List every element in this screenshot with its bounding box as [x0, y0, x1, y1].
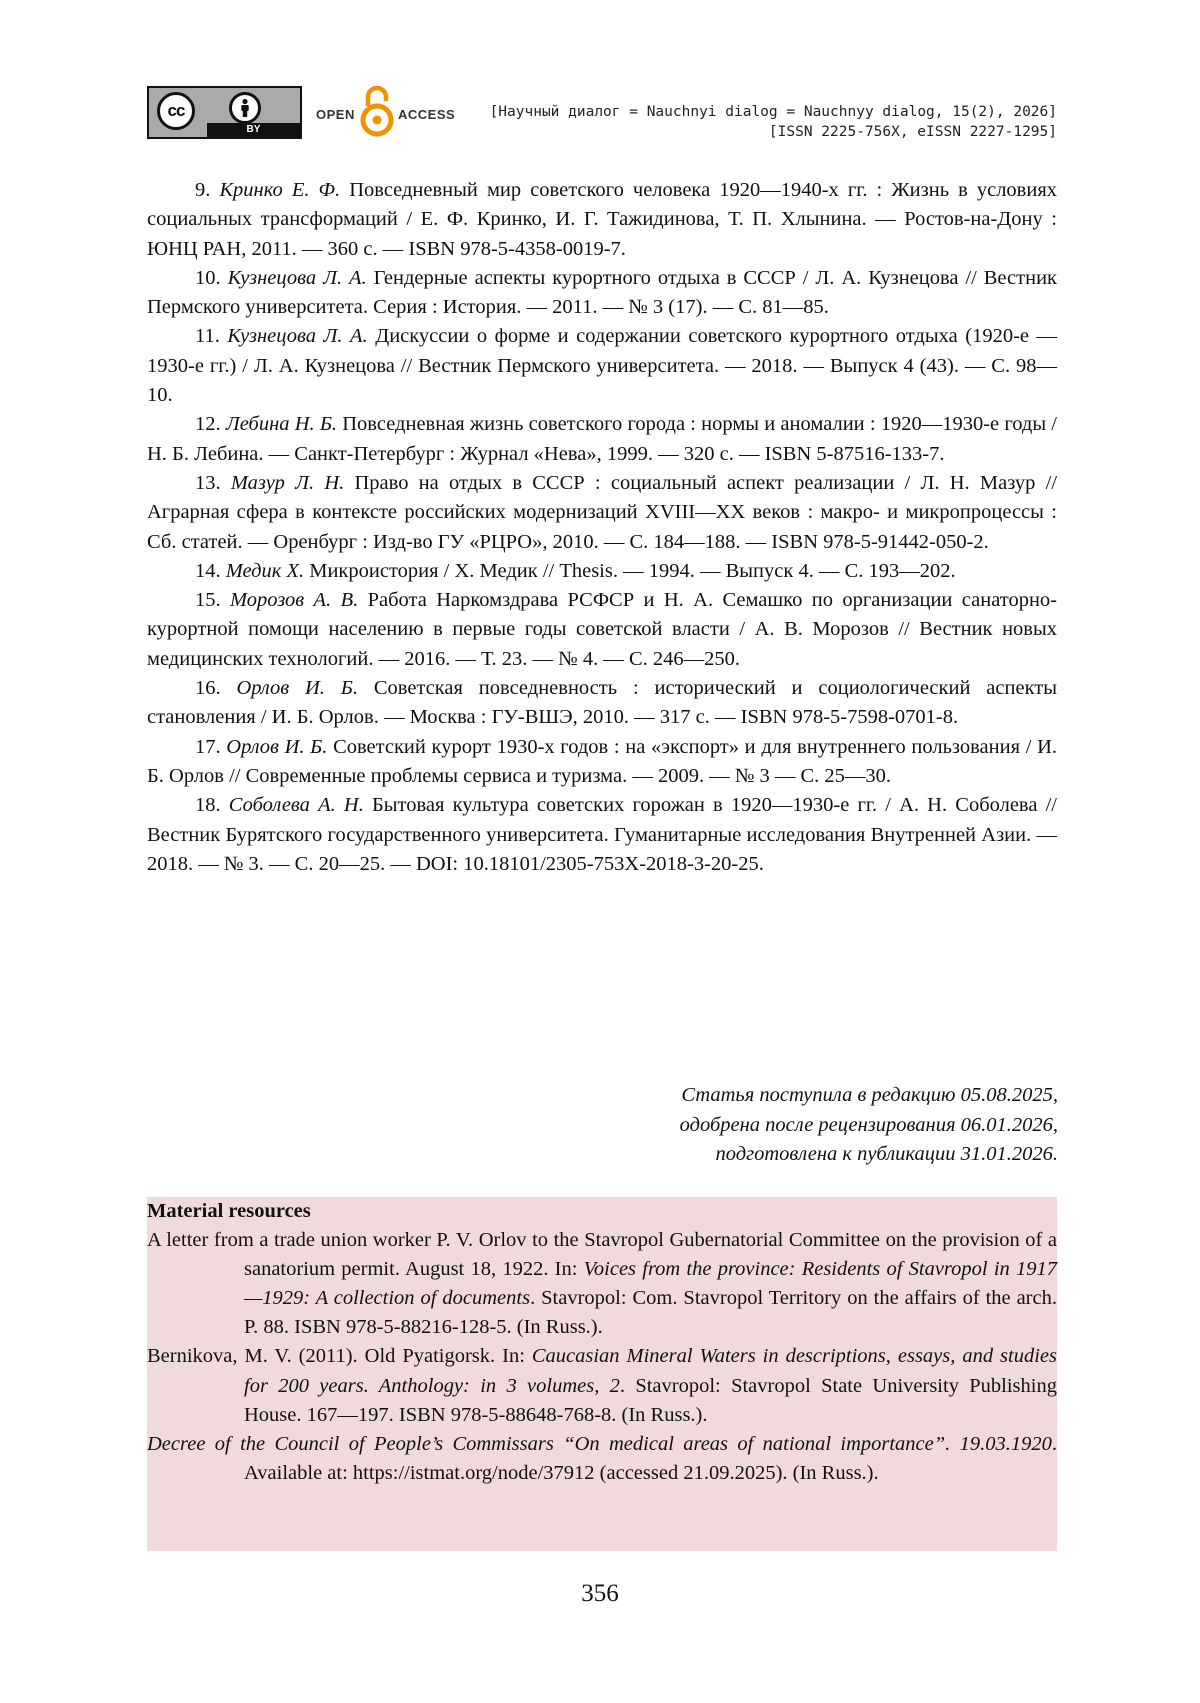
- reference-item: 17. Орлов И. Б. Советский курорт 1930-х годов : на «экспорт» и для внутреннего пользования / И. Б. Орлов // Современные проблемы сервиса и туризма. — 2009. — № 3 — С. 25—30.: [147, 735, 1057, 787]
- reference-author: Медик Х.: [225, 559, 305, 582]
- journal-citation: [Научный диалог = Nauchnyi dialog = Nauchnyy dialog, 15(2), 2026]: [489, 104, 1057, 120]
- reference-author: Лебина Н. Б.: [225, 413, 338, 436]
- license-by-label: BY: [207, 123, 300, 137]
- reference-author: Кузнецова Л. А.: [227, 325, 368, 348]
- page-number: 356: [581, 1580, 619, 1607]
- journal-header: [490, 102, 1057, 142]
- creative-commons-icon: cc: [157, 92, 195, 130]
- reference-item: 15. Морозов А. В. Работа Наркомздрава РСФСР и Н. А. Семашко по организации санаторно-курортной помощи населению в первые годы советской власти / А. В. Морозов // Вестник новых медицинских технологий. — 2016. — Т. 23. — № 4. — С. 246—250.: [147, 589, 1057, 670]
- cc-by-license-badge[interactable]: [147, 86, 302, 139]
- material-item: A letter from a trade union worker P. V. Orlov to the Stavropol Gubernatorial Committee on the provision of a sanatorium permit. August 18, 1922. In: Voices from the province: Residents of Stavropol in 1917—1929: A collection of documents. Stavropol: Com. Stavropol Territory on the affairs of the arch. P. 88. ISBN 978-5-88216-128-5. (In Russ.).: [147, 1229, 1057, 1339]
- article-dates: [680, 1081, 1058, 1170]
- open-access-label-right: ACCESS: [398, 107, 456, 122]
- material-item: Decree of the Council of People’s Commissars “On medical areas of national importance”. 19.03.1920. Available at: https://istmat.org/node/37912 (accessed 21.09.2025). (In Russ.).: [147, 1432, 1057, 1484]
- reference-author: Морозов А. В.: [230, 589, 359, 612]
- journal-issn: [ISSN 2225-756X, eISSN 2227-1295]: [768, 124, 1057, 140]
- open-access-logo: [316, 86, 458, 138]
- reference-item: 16. Орлов И. Б. Советская повседневность : исторический и социологический аспекты становления / И. Б. Орлов. — Москва : ГУ-ВШЭ, 2010. — 317 с. — ISBN 978-5-7598-0701-8.: [147, 677, 1057, 729]
- open-access-label-left: OPEN: [316, 107, 355, 122]
- attribution-person-icon: [229, 92, 261, 124]
- material-resources-title: Material resources: [147, 1200, 311, 1222]
- open-access-lock-icon: [359, 86, 395, 138]
- date-received: Статья поступила в редакцию 05.08.2025,: [681, 1084, 1058, 1106]
- reference-item: 9. Кринко Е. Ф. Повседневный мир советского человека 1920—1940-х гг. : Жизнь в условиях социальных трансформаций / Е. Ф. Кринко, И. Г. Тажидинова, Т. П. Хлынина. — Ростов-на-Дону : ЮНЦ РАН, 2011. — 360 с. — ISBN 978-5-4358-0019-7.: [147, 179, 1057, 260]
- reference-item: 11. Кузнецова Л. А. Дискуссии о форме и содержании советского курортного отдыха (1920-е — 1930-е гг.) / Л. А. Кузнецова // Вестник Пермского университета. — 2018. — Выпуск 4 (43). — С. 98—10.: [147, 325, 1058, 407]
- material-item: Bernikova, M. V. (2011). Old Pyatigorsk. In: Caucasian Mineral Waters in descriptions, essays, and studies for 200 years. Anthology: in 3 volumes, 2. Stavropol: Stavropol State University Publishing House. 167—197. ISBN 978-5-88648-768-8. (In Russ.).: [147, 1345, 1057, 1426]
- reference-author: Орлов И. Б.: [226, 735, 328, 758]
- date-approved: одобрена после рецензирования 06.01.2026,: [679, 1113, 1058, 1136]
- reference-item: 13. Мазур Л. Н. Право на отдых в СССР : социальный аспект реализации / Л. Н. Мазур // Аграрная сфера в контексте российских модернизаций XVIII—XX веков : макро- и микропроцессы : Сб. статей. — Оренбург : Изд-во ГУ «РЦРО», 2010. — С. 184—188. — ISBN 978-5-91442-050-2.: [147, 471, 1058, 553]
- reference-item: 14. Медик Х. Микроистория / Х. Медик // Thesis. — 1994. — Выпуск 4. — С. 193—202.: [195, 559, 956, 582]
- reference-author: Мазур Л. Н.: [230, 471, 345, 494]
- reference-item: 12. Лебина Н. Б. Повседневная жизнь советского города : нормы и аномалии : 1920—1930-е годы / Н. Б. Лебина. — Санкт-Петербург : Журнал «Нева», 1999. — 320 с. — ISBN 5-87516-133-7.: [147, 413, 1058, 465]
- reference-item: 10. Кузнецова Л. А. Гендерные аспекты курортного отдыха в СССР / Л. А. Кузнецова // Вестник Пермского университета. Серия : История. — 2011. — № 3 (17). — С. 81—85.: [147, 266, 1058, 319]
- reference-item: 18. Соболева А. Н. Бытовая культура советских горожан в 1920—1930-е гг. / А. Н. Соболева // Вестник Бурятского государственного университета. Гуманитарные исследования Внутренней Азии. — 2018. — № 3. — С. 20—25. — DOI: 10.18101/2305-753X-2018-3-20-25.: [147, 794, 1057, 875]
- date-prepared: подготовлена к публикации 31.01.2026.: [715, 1143, 1058, 1165]
- reference-author: Кузнецова Л. А.: [227, 266, 367, 289]
- reference-list: [147, 176, 1057, 879]
- reference-author: Орлов И. Б.: [236, 677, 358, 700]
- material-link[interactable]: . Available at: https://istmat.org/node/37912 (accessed 21.09.2025). (In Russ.).: [244, 1432, 1057, 1484]
- reference-author: Соболева А. Н.: [228, 794, 364, 817]
- reference-author: Кринко Е. Ф.: [219, 179, 341, 201]
- material-resources: [147, 1197, 1057, 1551]
